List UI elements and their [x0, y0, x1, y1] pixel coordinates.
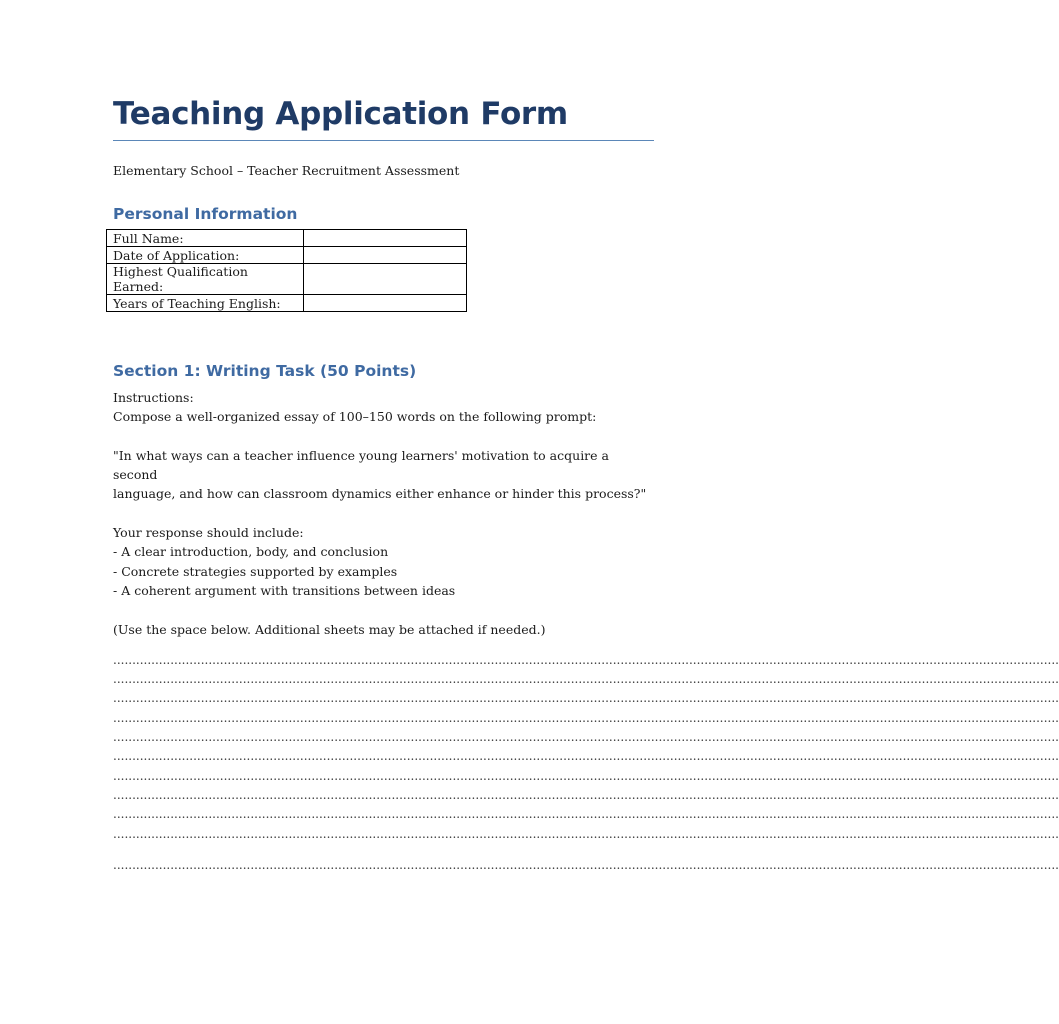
answer-line[interactable]: ........................................................................................................................................................................................................................................................ [113, 652, 1059, 667]
instructions-text: Compose a well-organized essay of 100–150 words on the following prompt: [113, 409, 597, 425]
document-content [113, 94, 1059, 875]
table-row [107, 295, 467, 312]
answer-line[interactable]: ........................................................................................................................................................................................................................................................ [113, 672, 1059, 687]
include-item: - Concrete strategies supported by examples [113, 563, 398, 579]
answer-line[interactable]: ........................................................................................................................................................................................................................................................ [113, 807, 1059, 822]
section-1-heading: Section 1: Writing Task (50 Points) [113, 362, 417, 380]
answer-line[interactable]: ........................................................................................................................................................................................................................................................ [113, 691, 1059, 706]
full-name-label: Full Name: [107, 230, 304, 247]
space-note: (Use the space below. Additional sheets may be attached if needed.) [113, 621, 546, 637]
include-item: - A clear introduction, body, and conclusion [113, 544, 389, 560]
years-teaching-english-label: Years of Teaching English: [107, 295, 304, 312]
table-row [107, 230, 467, 247]
table-row [107, 247, 467, 264]
full-name-field[interactable] [304, 230, 467, 247]
include-label: Your response should include: [113, 525, 304, 541]
document-title: Teaching Application Form [113, 94, 654, 141]
document-subtitle: Elementary School – Teacher Recruitment Assessment [113, 163, 460, 178]
instructions-label: Instructions: [113, 390, 194, 405]
table-row [107, 264, 467, 295]
years-teaching-english-field[interactable] [304, 295, 467, 312]
answer-line[interactable]: ........................................................................................................................................................................................................................................................ [113, 826, 1059, 841]
include-item: - A coherent argument with transitions between ideas [113, 582, 456, 598]
date-of-application-field[interactable] [304, 247, 467, 264]
answer-line[interactable]: ........................................................................................................................................................................................................................................................ [113, 768, 1059, 783]
section-1-body [113, 388, 654, 639]
personal-information-table [106, 229, 467, 312]
essay-prompt-line-1: "In what ways can a teacher influence young learners' motivation to acquire a second [113, 447, 609, 483]
date-of-application-label: Date of Application: [107, 247, 304, 264]
answer-line[interactable]: ........................................................................................................................................................................................................................................................ [113, 710, 1059, 725]
answer-line[interactable]: ........................................................................................................................................................................................................................................................ [113, 857, 1059, 872]
highest-qualification-field[interactable] [304, 264, 467, 295]
answer-line[interactable]: ........................................................................................................................................................................................................................................................ [113, 730, 1059, 745]
personal-information-heading: Personal Information [113, 205, 298, 223]
answer-line[interactable]: ........................................................................................................................................................................................................................................................ [113, 787, 1059, 802]
essay-prompt-line-2: language, and how can classroom dynamics either enhance or hinder this process?" [113, 486, 647, 502]
highest-qualification-label: Highest Qualification Earned: [107, 264, 304, 295]
answer-area[interactable] [113, 651, 1059, 875]
answer-line[interactable]: ........................................................................................................................................................................................................................................................ [113, 749, 1059, 764]
